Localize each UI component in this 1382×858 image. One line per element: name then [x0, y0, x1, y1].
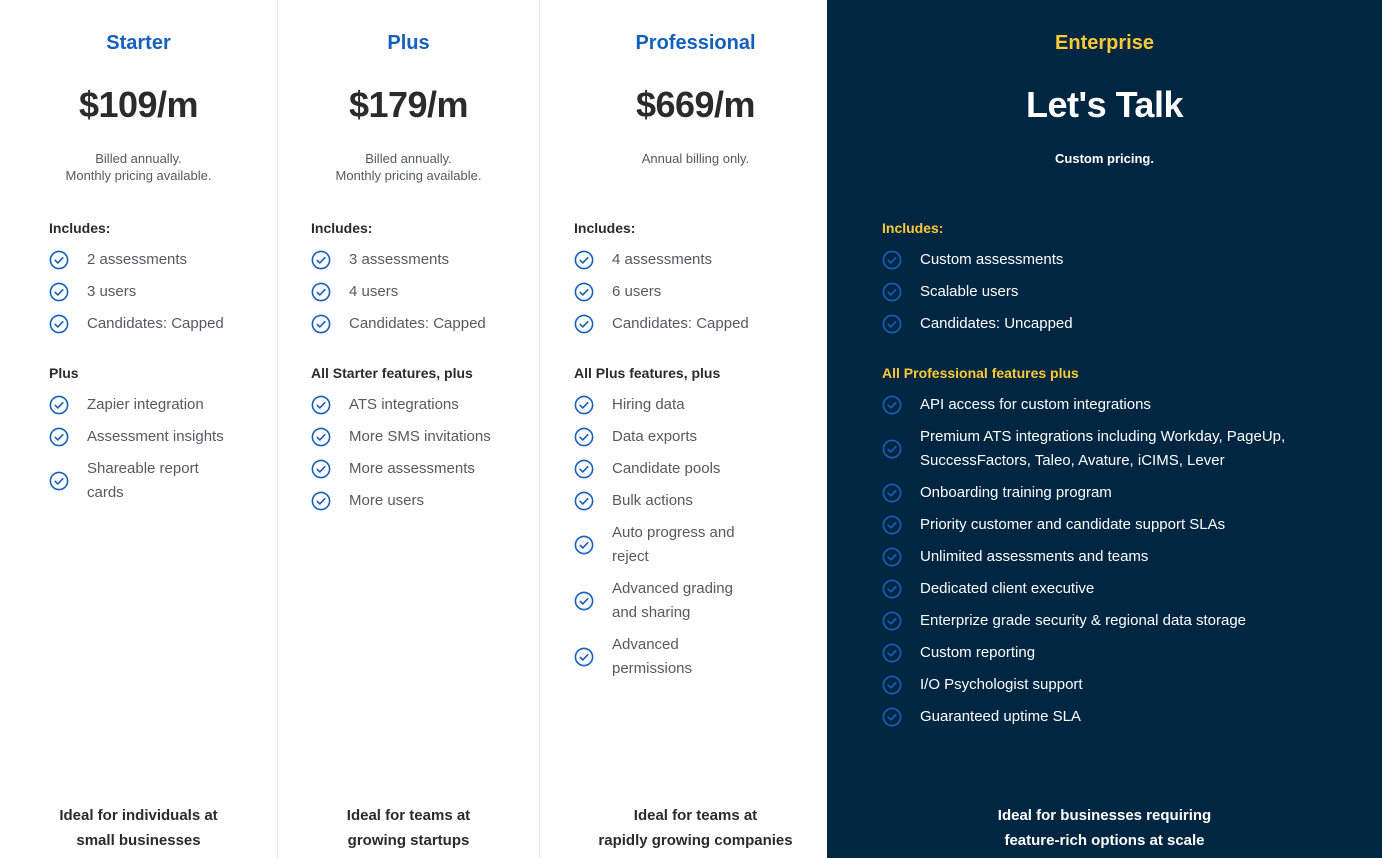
check-circle-icon — [574, 647, 594, 667]
check-circle-icon — [311, 459, 331, 479]
billing-note: Annual billing only. — [641, 151, 750, 166]
list-item: 4 assessments — [574, 244, 814, 276]
plan-card-enterprise — [827, 0, 1382, 858]
check-circle-icon — [311, 314, 331, 334]
list-item: Custom reporting — [882, 637, 1342, 669]
plan-card-plus — [278, 0, 539, 858]
check-circle-icon — [882, 439, 902, 459]
list-item: Candidate pools — [574, 453, 764, 485]
check-circle-icon — [311, 491, 331, 511]
list-item: Enterprize grade security & regional data storage — [882, 605, 1342, 637]
check-circle-icon — [882, 483, 902, 503]
check-circle-icon — [882, 282, 902, 302]
check-circle-icon — [882, 707, 902, 727]
list-item: Guaranteed uptime SLA — [882, 701, 1342, 733]
features-heading: Plus — [49, 365, 79, 381]
plan-title: Plus — [387, 32, 430, 54]
billing-note: Billed annually. Monthly pricing available. — [65, 151, 212, 183]
list-item: Candidates: Capped — [49, 308, 264, 340]
list-item: Assessment insights — [49, 421, 249, 453]
check-circle-icon — [574, 459, 594, 479]
list-item: 6 users — [574, 276, 814, 308]
list-item: More SMS invitations — [311, 421, 533, 453]
ideal-for-text: Ideal for teams at growing startups — [346, 807, 471, 849]
includes-heading: Includes: — [49, 220, 111, 236]
plan-price: Let's Talk — [1026, 84, 1183, 125]
list-item: Priority customer and candidate support SLAs — [882, 509, 1342, 541]
check-circle-icon — [882, 611, 902, 631]
list-item: Premium ATS integrations including Workday, PageUp, SuccessFactors, Taleo, Avature, iCIMS, Lever — [882, 421, 1342, 477]
check-circle-icon — [882, 643, 902, 663]
check-circle-icon — [574, 535, 594, 555]
check-circle-icon — [882, 250, 902, 270]
list-item: Advanced grading and sharing — [574, 573, 764, 629]
list-item: 4 users — [311, 276, 533, 308]
includes-heading: Includes: — [311, 220, 373, 236]
includes-section — [49, 218, 264, 340]
features-section — [574, 363, 764, 685]
check-circle-icon — [574, 591, 594, 611]
list-item: Candidates: Uncapped — [882, 308, 1342, 340]
list-item: Candidates: Capped — [311, 308, 533, 340]
check-circle-icon — [311, 427, 331, 447]
list-item: Unlimited assessments and teams — [882, 541, 1342, 573]
check-circle-icon — [49, 282, 69, 302]
check-circle-icon — [49, 314, 69, 334]
includes-section — [882, 218, 1342, 340]
check-circle-icon — [311, 282, 331, 302]
list-item: 2 assessments — [49, 244, 264, 276]
ideal-for-text: Ideal for businesses requiring feature-rich options at scale — [997, 807, 1212, 849]
list-item: Auto progress and reject — [574, 517, 764, 573]
features-heading: All Professional features plus — [882, 365, 1079, 381]
plan-card-starter — [0, 0, 277, 858]
check-circle-icon — [574, 491, 594, 511]
check-circle-icon — [882, 314, 902, 334]
check-circle-icon — [311, 395, 331, 415]
check-circle-icon — [574, 250, 594, 270]
list-item: ATS integrations — [311, 389, 533, 421]
plan-price: $669/m — [635, 84, 756, 125]
list-item: I/O Psychologist support — [882, 669, 1342, 701]
list-item: Advanced permissions — [574, 629, 764, 685]
list-item: API access for custom integrations — [882, 389, 1342, 421]
ideal-for-text: Ideal for teams at rapidly growing companies — [598, 807, 793, 849]
list-item: More users — [311, 485, 533, 517]
includes-heading: Includes: — [882, 220, 944, 236]
check-circle-icon — [574, 427, 594, 447]
features-section — [311, 363, 533, 517]
check-circle-icon — [574, 395, 594, 415]
check-circle-icon — [49, 250, 69, 270]
list-item: Candidates: Capped — [574, 308, 814, 340]
plan-title: Starter — [106, 32, 171, 54]
plan-price: $109/m — [78, 84, 199, 125]
plan-card-professional — [540, 0, 827, 858]
features-section — [49, 363, 249, 509]
list-item: Dedicated client executive — [882, 573, 1342, 605]
list-item: Shareable report cards — [49, 453, 249, 509]
includes-section — [574, 218, 814, 340]
includes-section — [311, 218, 533, 340]
list-item: Zapier integration — [49, 389, 249, 421]
list-item: Onboarding training program — [882, 477, 1342, 509]
check-circle-icon — [882, 547, 902, 567]
check-circle-icon — [574, 314, 594, 334]
check-circle-icon — [49, 427, 69, 447]
check-circle-icon — [882, 675, 902, 695]
ideal-for-text: Ideal for individuals at small businesses — [59, 807, 218, 849]
check-circle-icon — [882, 515, 902, 535]
plan-title: Professional — [635, 32, 756, 54]
includes-heading: Includes: — [574, 220, 636, 236]
billing-note: Custom pricing. — [1055, 151, 1154, 166]
list-item: 3 assessments — [311, 244, 533, 276]
list-item: Hiring data — [574, 389, 764, 421]
list-item: Bulk actions — [574, 485, 764, 517]
list-item: Scalable users — [882, 276, 1342, 308]
billing-note: Billed annually. Monthly pricing available. — [335, 151, 482, 183]
list-item: Data exports — [574, 421, 764, 453]
check-circle-icon — [882, 579, 902, 599]
list-item: 3 users — [49, 276, 264, 308]
features-section — [882, 363, 1342, 733]
check-circle-icon — [311, 250, 331, 270]
check-circle-icon — [49, 471, 69, 491]
plan-title: Enterprise — [1055, 32, 1154, 54]
list-item: More assessments — [311, 453, 533, 485]
features-heading: All Plus features, plus — [574, 365, 721, 381]
plan-price: $179/m — [348, 84, 469, 125]
check-circle-icon — [49, 395, 69, 415]
features-heading: All Starter features, plus — [311, 365, 473, 381]
check-circle-icon — [574, 282, 594, 302]
list-item: Custom assessments — [882, 244, 1342, 276]
check-circle-icon — [882, 395, 902, 415]
